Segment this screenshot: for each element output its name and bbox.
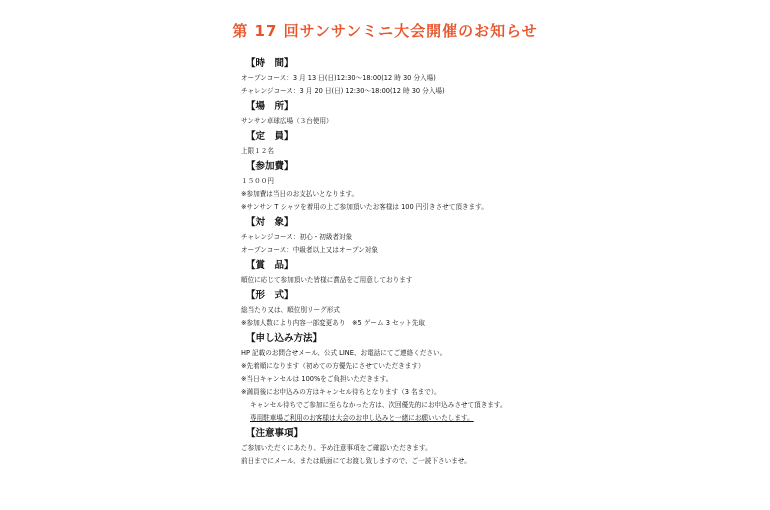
notes-delivery: 前日までにメール、または紙面にてお渡し致しますので、ご一読下さいませ。 [241, 457, 471, 465]
fee-note-payment: ※参加費は当日のお支払いとなります。 [241, 190, 359, 198]
heading-apply: 【申し込み方法】 [246, 333, 323, 344]
heading-format: 【形 式】 [246, 290, 294, 301]
format-note: ※参加人数により内容一部変更あり ※5 ゲーム 3 セット先取 [241, 319, 425, 327]
place-text: サンサン卓球広場（３台使用） [241, 117, 333, 125]
heading-time: 【時 間】 [246, 58, 294, 69]
apply-contact: HP 記載のお問合せメール、公式 LINE、お電話にてご連絡ください。 [241, 349, 447, 357]
heading-place: 【場 所】 [246, 101, 294, 112]
time-open-course: オープンコース：3 月 13 日(日)12:30〜18:00(12 時 30 分入場) [241, 74, 436, 82]
heading-target: 【対 象】 [246, 217, 294, 228]
apply-waitlist: ※満員後にお申込みの方はキャンセル待ちとなります（3 名まで）。 [241, 388, 441, 396]
target-open: オープンコース：中級者以上又はオープン対象 [241, 246, 378, 254]
apply-waitlist-priority: キャンセル待ちでご参加に至らなかった方は、次回優先的にお申込みさせて頂きます。 [250, 401, 507, 409]
notes-confirm: ご参加いただくにあたり、予め注意事項をご確認いただきます。 [241, 444, 432, 452]
time-challenge-course: チャレンジコース：3 月 20 日(日) 12:30〜18:00(12 時 30 分入場) [241, 87, 445, 95]
target-challenge: チャレンジコース：初心・初級者対象 [241, 233, 353, 241]
capacity-text: 上限１２名 [241, 147, 274, 155]
page-title: 第 17 回サンサンミニ大会開催のお知らせ [232, 22, 538, 40]
heading-capacity: 【定 員】 [246, 131, 294, 142]
fee-amount: １５００円 [241, 177, 274, 185]
announcement-body [241, 55, 761, 468]
heading-prize: 【賞 品】 [246, 260, 294, 271]
apply-first-come: ※先着順になります（初めての方優先にさせていただきます） [241, 362, 425, 370]
format-text: 総当たり又は、順位別リーグ形式 [241, 306, 340, 314]
heading-notes: 【注意事項】 [246, 428, 304, 439]
prize-text: 順位に応じて参加頂いた皆様に賞品をご用意しております [241, 276, 413, 284]
apply-cancel-fee: ※当日キャンセルは 100%をご負担いただきます。 [241, 375, 393, 383]
apply-parking: 専用駐車場ご利用のお客様は大会のお申し込みと一緒にお願いいたします。 [250, 414, 474, 422]
fee-note-discount: ※サンサン T シャツを着用の上ご参加頂いたお客様は 100 円引きさせて頂きます。 [241, 203, 488, 211]
heading-fee: 【参加費】 [246, 161, 294, 172]
